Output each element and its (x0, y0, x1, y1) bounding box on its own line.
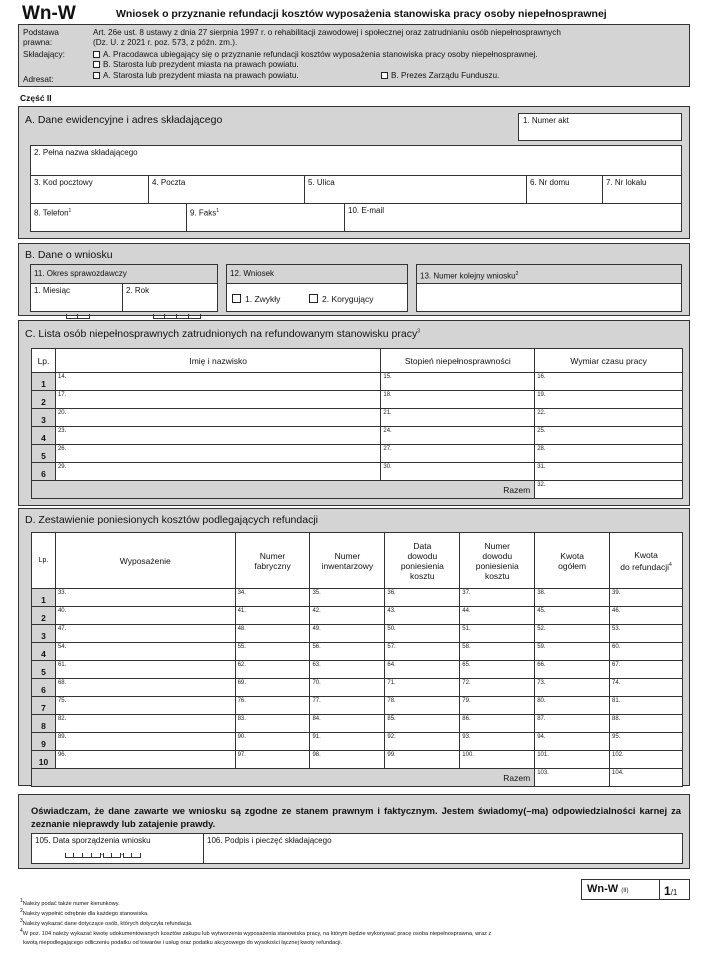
field-cell[interactable]: 56. (310, 643, 385, 661)
faks-field[interactable]: 9. Faks$^1$ (187, 204, 345, 231)
section-a-title: A. Dane ewidencyjne i adres składającego (25, 114, 223, 126)
podstawa-label-2: prawna: (23, 38, 53, 47)
rok-field[interactable]: 2. Rok (123, 284, 217, 312)
row-lp: 9 (32, 733, 56, 751)
page-number: 1/1 (664, 884, 678, 898)
row-lp: 3 (32, 625, 56, 643)
field-cell[interactable]: 15. (381, 373, 535, 391)
razem-label: Razem (32, 769, 535, 787)
field-cell[interactable]: 43. (385, 607, 460, 625)
table-row (32, 373, 683, 391)
field-cell[interactable]: 57. (385, 643, 460, 661)
field-cell[interactable]: 63. (310, 661, 385, 679)
ulica-field[interactable]: 5. Ulica (305, 176, 527, 203)
col-wyposazenie (55, 533, 235, 589)
field-cell[interactable]: 71. (385, 679, 460, 697)
footer-code-box (581, 879, 690, 900)
field-cell[interactable]: 24. (381, 427, 535, 445)
checkbox[interactable] (232, 294, 241, 303)
checkbox[interactable] (93, 72, 100, 79)
wniosek-label: 12. Wniosek (230, 269, 275, 278)
field-cell[interactable]: 70. (310, 679, 385, 697)
field-cell[interactable]: 95. (610, 733, 683, 751)
field-cell[interactable]: 97. (235, 751, 310, 769)
header-line: kosztu (410, 570, 435, 581)
table-row (32, 661, 683, 679)
row-lp: 8 (32, 715, 56, 733)
field-cell[interactable]: 42. (310, 607, 385, 625)
field-cell[interactable]: 27. (381, 445, 535, 463)
podstawa-text: Art. 26e ust. 8 ustawy z dnia 27 sierpnia 1997 r. o rehabilitacji zawodowej i społecznej oraz zatrudnianiu osób niepełnosprawnych (93, 28, 561, 37)
wniosek-zwykly[interactable]: 1. Zwykły (232, 294, 280, 304)
razem-row (32, 481, 683, 499)
header-line: inwentarzowy (321, 560, 374, 571)
wniosek-korygujacy[interactable]: 2. Korygujący (309, 294, 374, 304)
col-stopien: Stopień niepełnosprawności (381, 349, 535, 373)
podstawa-text-2: (Dz. U. z 2021 r. poz. 573, z późn. zm.). (93, 38, 238, 47)
field-cell[interactable]: 85. (385, 715, 460, 733)
row-lp: 4 (32, 643, 56, 661)
header-line: dowodu (482, 550, 513, 561)
table-row (32, 463, 683, 481)
numer-akt-field[interactable]: 1. Numer akt (518, 113, 682, 141)
okres-fields (31, 283, 217, 311)
field-cell[interactable]: 88. (610, 715, 683, 733)
field-cell[interactable]: 45. (535, 607, 610, 625)
footnote: $^2$Należy wypełnić odrębnie dla każdego stanowiska. (20, 907, 149, 917)
field-cell[interactable]: 61. (55, 661, 235, 679)
section-c (18, 320, 690, 506)
numer-kolejny-box (416, 264, 682, 312)
field-cell[interactable]: 99. (385, 751, 460, 769)
kod-pocztowy-field[interactable]: 3. Kod pocztowy (31, 176, 149, 203)
col-lp: Lp. (32, 349, 56, 373)
field-cell[interactable]: 17. (55, 391, 380, 409)
col-numer-dowodu (460, 533, 535, 589)
field-cell[interactable]: 39. (610, 589, 683, 607)
field-cell[interactable]: 26. (55, 445, 380, 463)
address-row (31, 176, 681, 204)
header-line: Wyposażenie (119, 555, 171, 566)
field-cell[interactable]: 55. (235, 643, 310, 661)
field-cell[interactable]: 35. (310, 589, 385, 607)
poczta-field[interactable]: 4. Poczta (149, 176, 305, 203)
col-wymiar: Wymiar czasu pracy (535, 349, 683, 373)
field-cell[interactable]: 66. (535, 661, 610, 679)
field-cell[interactable]: 48. (235, 625, 310, 643)
table-row (32, 427, 683, 445)
skladajacy-option-a[interactable]: A. Pracodawca ubiegający się o przyznanie refundacji kosztów wyposażenia stanowiska pracy osoby niepełnosprawnej. (93, 50, 538, 60)
wniosek-options (227, 283, 407, 311)
footnote: $^3$Należy wykazać dane dotyczące osób, których dotyczyła refundacja. (20, 917, 193, 927)
field-cell[interactable]: 30. (381, 463, 535, 481)
address-block (30, 145, 682, 232)
field-cell[interactable]: 94. (535, 733, 610, 751)
col-imie-nazwisko: Imię i nazwisko (55, 349, 380, 373)
row-lp: 5 (32, 661, 56, 679)
row-lp: 6 (32, 463, 56, 481)
header-line: Numer (259, 550, 286, 561)
table-row (32, 391, 683, 409)
form-code: Wn-W (22, 3, 76, 24)
field-cell[interactable]: 102. (610, 751, 683, 769)
section-a (18, 106, 690, 239)
field-cell[interactable]: 62. (235, 661, 310, 679)
form-title: Wniosek o przyznanie refundacji kosztów wyposażenia stanowiska pracy osoby niepełnosprawnej (116, 8, 607, 20)
pelna-nazwa-field[interactable]: 2. Pełna nazwa składającego (31, 146, 681, 176)
razem-field[interactable]: 104. (610, 769, 683, 787)
field-cell[interactable]: 100. (460, 751, 535, 769)
table-row (32, 733, 683, 751)
razem-label: Razem (32, 481, 535, 499)
contact-row (31, 204, 681, 231)
field-cell[interactable]: 33. (55, 589, 235, 607)
field-cell[interactable]: 28. (535, 445, 683, 463)
field-cell[interactable]: 76. (235, 697, 310, 715)
field-cell[interactable]: 52. (535, 625, 610, 643)
row-lp: 2 (32, 391, 56, 409)
header-line: dowodu (407, 550, 438, 561)
numer-kolejny-field[interactable] (417, 283, 681, 311)
header-line: Kwota (560, 550, 584, 561)
field-cell[interactable]: 21. (381, 409, 535, 427)
rok-digit-boxes (153, 301, 201, 319)
adresat-option-a[interactable]: A. Starosta lub prezydent miasta na prawach powiatu. (93, 71, 299, 81)
podstawa-label: Podstawa (23, 28, 59, 37)
adresat-option-b[interactable]: B. Prezes Zarządu Funduszu. (381, 71, 499, 81)
field-cell[interactable]: 81. (610, 697, 683, 715)
field-cell[interactable]: 22. (535, 409, 683, 427)
info-box (18, 24, 690, 87)
col-kwota-ogolem (535, 533, 610, 589)
row-lp: 4 (32, 427, 56, 445)
table-row (32, 697, 683, 715)
row-lp: 7 (32, 697, 56, 715)
table-row (32, 679, 683, 697)
field-cell[interactable]: 23. (55, 427, 380, 445)
field-cell[interactable]: 19. (535, 391, 683, 409)
okres-box (30, 264, 218, 312)
field-cell[interactable]: 68. (55, 679, 235, 697)
section-c-title: C. Lista osób niepełnosprawnych zatrudnionych na refundowanym stanowisku pracy$^3$ (25, 328, 420, 340)
field-cell[interactable]: 54. (55, 643, 235, 661)
row-lp: 10 (32, 751, 56, 769)
field-cell[interactable]: 29. (55, 463, 380, 481)
header-line: kosztu (484, 570, 510, 581)
field-cell[interactable]: 37. (460, 589, 535, 607)
razem-field[interactable]: 32. (535, 481, 683, 499)
checkbox[interactable] (93, 51, 100, 58)
telefon-field[interactable]: 8. Telefon$^1$ (31, 204, 187, 231)
field-cell[interactable]: 18. (381, 391, 535, 409)
field-cell[interactable]: 77. (310, 697, 385, 715)
field-cell[interactable]: 73. (535, 679, 610, 697)
section-b (18, 243, 690, 316)
table-header-row (32, 349, 683, 373)
header-line: poniesienia (475, 560, 519, 571)
field-cell[interactable]: 46. (610, 607, 683, 625)
field-cell[interactable]: 44. (460, 607, 535, 625)
field-cell[interactable]: 101. (535, 751, 610, 769)
field-cell[interactable]: 78. (385, 697, 460, 715)
table-row (32, 409, 683, 427)
field-cell[interactable]: 91. (310, 733, 385, 751)
field-cell[interactable]: 25. (535, 427, 683, 445)
field-cell[interactable]: 86. (460, 715, 535, 733)
field-cell[interactable]: 59. (535, 643, 610, 661)
data-sporzadzenia-field[interactable]: 105. Data sporządzenia wniosku - - (32, 834, 204, 863)
field-cell[interactable]: 80. (535, 697, 610, 715)
field-cell[interactable]: 79. (460, 697, 535, 715)
table-row (32, 445, 683, 463)
field-cell[interactable]: 38. (535, 589, 610, 607)
field-cell[interactable]: 74. (610, 679, 683, 697)
field-cell[interactable]: 58. (460, 643, 535, 661)
header-line: ogółem (558, 560, 587, 571)
section-d-title: D. Zestawienie poniesionych kosztów podlegających refundacji (25, 514, 318, 526)
adresat-label: Adresat: (23, 75, 54, 84)
miesiac-field[interactable]: 1. Miesiąc (31, 284, 123, 312)
header-line: poniesienia (400, 560, 444, 571)
table-header-row (32, 533, 683, 589)
declaration-text: Oświadczam, że dane zawarte we wniosku są zgodne ze stanem prawnym i faktycznym. Jestem świadomy(–ma) odpowiedzialności karnej za zeznanie nieprawdy lub zatajenie prawdy. (31, 805, 681, 829)
field-cell[interactable]: 64. (385, 661, 460, 679)
row-lp: 3 (32, 409, 56, 427)
wniosek-box (226, 264, 408, 312)
field-cell[interactable]: 47. (55, 625, 235, 643)
table-row (32, 607, 683, 625)
field-cell[interactable]: 14. (55, 373, 380, 391)
field-cell[interactable]: 53. (610, 625, 683, 643)
miesiac-digit-boxes (66, 301, 90, 319)
field-cell[interactable]: 93. (460, 733, 535, 751)
declaration-box (18, 794, 690, 869)
field-cell[interactable]: 87. (535, 715, 610, 733)
field-cell[interactable]: 75. (55, 697, 235, 715)
field-cell[interactable]: 51. (460, 625, 535, 643)
col-kwota-do-refundacji (610, 533, 683, 589)
table-row (32, 625, 683, 643)
field-cell[interactable]: 67. (610, 661, 683, 679)
field-cell[interactable]: 41. (235, 607, 310, 625)
field-cell[interactable]: 90. (235, 733, 310, 751)
okres-label: 11. Okres sprawozdawczy (34, 269, 127, 278)
header-line: Kwota (634, 549, 658, 560)
col-data-dowodu (385, 533, 460, 589)
checkbox[interactable] (309, 294, 318, 303)
skladajacy-label: Składający: (23, 50, 65, 59)
email-field[interactable]: 10. E-mail (348, 206, 385, 215)
checkbox[interactable] (93, 61, 100, 68)
footnote: $^1$Należy podać także numer kierunkowy. (20, 898, 120, 907)
skladajacy-option-b[interactable]: B. Starosta lub prezydent miasta na prawach powiatu. (93, 60, 299, 70)
part-label: Część II (20, 93, 52, 103)
field-cell[interactable]: 40. (55, 607, 235, 625)
field-cell[interactable]: 96. (55, 751, 235, 769)
table-row (32, 751, 683, 769)
row-lp: 5 (32, 445, 56, 463)
checkbox[interactable] (381, 72, 388, 79)
col-numer-inwentarzowy (310, 533, 385, 589)
razem-field[interactable]: 103. (535, 769, 610, 787)
col-numer-fabryczny (235, 533, 310, 589)
field-cell[interactable]: 16. (535, 373, 683, 391)
field-cell[interactable]: 20. (55, 409, 380, 427)
field-cell[interactable]: 60. (610, 643, 683, 661)
footnote: kwotą niepodlegającego odliczeniu podatku od towarów i usług oraz podatku akcyzowego do wysokości łącznej kwoty refundacji. (23, 940, 343, 947)
nr-lokalu-field[interactable]: 7. Nr lokalu (606, 178, 647, 187)
header-line: fabryczny (254, 560, 291, 571)
numer-kolejny-label: 13. Numer kolejny wniosku$^2$ (420, 271, 519, 281)
section-b-title: B. Dane o wniosku (25, 249, 113, 261)
table-row (32, 715, 683, 733)
field-cell[interactable]: 72. (460, 679, 535, 697)
declaration-fields (31, 833, 683, 864)
header-line: Numer (484, 540, 510, 551)
header-line: Lp. (38, 556, 49, 564)
field-cell[interactable]: 83. (235, 715, 310, 733)
header-line: Data (413, 540, 432, 551)
field-cell[interactable]: 49. (310, 625, 385, 643)
nr-domu-field[interactable]: 6. Nr domu (527, 176, 603, 203)
field-cell[interactable]: 65. (460, 661, 535, 679)
field-cell[interactable]: 50. (385, 625, 460, 643)
footnote: $^4$W poz. 104 należy wykazać kwotę udokumentowanych kosztów zakupu lub wytworzenia wyposażenia stanowiska pracy, na którym będzie wykonywać pracę osoba niepełnosprawna, wraz z (20, 927, 492, 937)
costs-table (31, 532, 683, 787)
field-cell[interactable]: 36. (385, 589, 460, 607)
field-cell[interactable]: 31. (535, 463, 683, 481)
field-cell[interactable]: 89. (55, 733, 235, 751)
field-cell[interactable]: 98. (310, 751, 385, 769)
table-row (32, 589, 683, 607)
col-lp (32, 533, 56, 589)
table-row (32, 643, 683, 661)
header-line: do refundacji$^4$ (620, 561, 672, 572)
field-cell[interactable]: 34. (235, 589, 310, 607)
field-cell[interactable]: 82. (55, 715, 235, 733)
row-lp: 1 (32, 589, 56, 607)
row-lp: 2 (32, 607, 56, 625)
row-lp: 6 (32, 679, 56, 697)
field-cell[interactable]: 84. (310, 715, 385, 733)
persons-table (31, 348, 683, 499)
header-line: Numer (334, 550, 361, 561)
field-cell[interactable]: 69. (235, 679, 310, 697)
podpis-field[interactable]: 106. Podpis i pieczęć składającego (207, 836, 332, 845)
row-lp: 1 (32, 373, 56, 391)
section-d (18, 508, 690, 786)
razem-row (32, 769, 683, 787)
field-cell[interactable]: 92. (385, 733, 460, 751)
footer-code: Wn-W (II) (582, 880, 660, 899)
footnotes (20, 898, 710, 947)
date-digit-boxes: - - (65, 852, 141, 858)
